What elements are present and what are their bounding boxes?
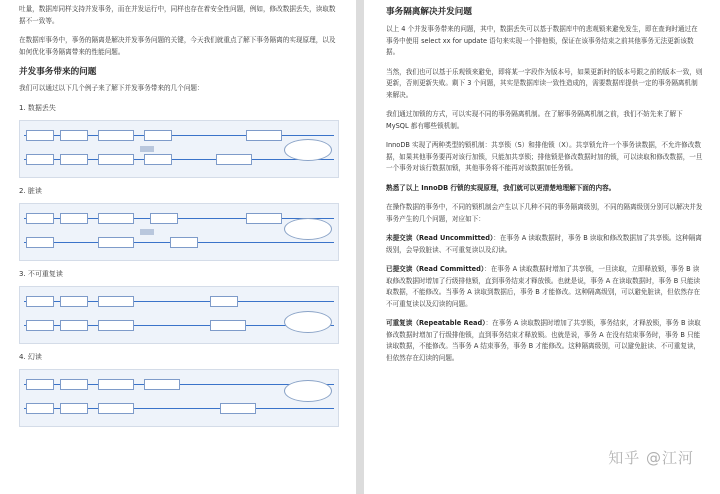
read-uncommitted-term: 未提交读（Read Uncommitted） <box>386 234 494 242</box>
example-label-lost-update: 1. 数据丢失 <box>19 103 56 112</box>
repeatable-read-text: ：在事务 A 读取数据时增加了共享锁，事务结束，才释放锁，事务 B 读取修改数据时增加了行级排他锁，直到事务结束才释放锁。也就是说，事务 A 在没有结束事务时，事务 B 只能读取数据，不能修改。当事务 A 结束事务，事务 B 才能修改。这种隔离级别，可以避免脏读、不可重复读，但依然存在幻读的问题。 <box>386 319 701 362</box>
zhihu-watermark: 知乎 @江河 <box>608 449 694 467</box>
diagram-phantom-read <box>19 369 339 427</box>
repeatable-read-paragraph <box>386 318 704 364</box>
isolation-paragraph-4: InnoDB 实现了两种类型的锁机制：共享锁（S）和排他锁（X）。共享锁允许一个事务读数据，不允许修改数据，如果其他事务要再对该行加锁，只能加共享锁；排他锁是修改数据时加的锁，可以读取和修改数据，一旦一个事务对该行数据加锁，其他事务将不能再对该数据加任务锁。 <box>386 141 703 172</box>
isolation-paragraph-2: 当然，我们也可以基于乐观锁来避免，即将某一字段作为版本号，如果更新时的版本号跟之前的版本一致，则更新，否则更新失败。剩下 3 个问题，其实是数据库读一致性造成的，需要数据库提供一定的事务隔离机制来解决。 <box>386 67 703 99</box>
repeatable-read-term: 可重复读（Repeatable Read） <box>386 319 486 327</box>
left-page <box>0 0 356 494</box>
read-committed-paragraph <box>386 264 704 310</box>
isolation-paragraph-3: 我们通过加锁的方式，可以实现不同的事务隔离机制。在了解事务隔离机制之前，我们不妨先来了解下 MySQL 都有哪些锁机制。 <box>386 110 683 130</box>
intro-paragraph-1: 吐量，数据库同样支持并发事务，而在并发运行中，同样也存在着安全性问题，例如，修改数据丢失，读取数据不一致等。 <box>19 5 336 25</box>
diagram-non-repeatable-read <box>19 286 339 344</box>
isolation-paragraph-6: 在操作数据的事务中，不同的锁机制会产生以下几种不同的事务隔离级别，不同的隔离级别分别可以解决并发事务产生的几个问题，对应如下： <box>386 203 703 223</box>
right-page <box>364 0 720 494</box>
example-label-phantom-read: 4. 幻读 <box>19 352 42 361</box>
diagram-lost-update <box>19 120 339 178</box>
section-intro: 我们可以通过以下几个例子来了解下并发事务带来的几个问题： <box>19 84 204 92</box>
isolation-paragraph-5: 熟悉了以上 InnoDB 行锁的实现原理，我们就可以更清楚地理解下面的内容。 <box>386 183 616 192</box>
example-label-non-repeatable-read: 3. 不可重复读 <box>19 269 63 278</box>
intro-paragraph-2: 在数据库事务中，事务的隔离是解决并发事务问题的关键，今天我们就重点了解下事务隔离的实现原理，以及如何优化事务隔离带来的性能问题。 <box>19 36 336 56</box>
page-gutter <box>356 0 364 494</box>
diagram-dirty-read <box>19 203 339 261</box>
section-title-isolation: 事务隔离解决并发问题 <box>386 7 472 17</box>
read-uncommitted-paragraph <box>386 233 704 256</box>
example-label-dirty-read: 2. 脏读 <box>19 186 42 195</box>
section-title-concurrency-problems: 并发事务带来的问题 <box>19 67 97 77</box>
read-committed-term: 已提交读（Read Committed） <box>386 265 485 273</box>
isolation-paragraph-1: 以上 4 个并发事务带来的问题，其中，数据丢失可以基于数据库中的悲观锁来避免发生，即在查询时通过在事务中使用 select xx for update 语句来实现一个排他锁，保证在该事务结束之前其他事务无法更新该数据。 <box>386 25 698 56</box>
read-uncommitted-text: ：在事务 A 读取数据时，事务 B 读取和修改数据加了共享锁。这种隔离级别，会导致脏读、不可重复读以及幻读。 <box>386 234 702 254</box>
read-committed-text: ：在事务 A 读取数据时增加了共享锁，一旦读取，立即释放锁，事务 B 读取修改数据时增加了行级排他锁，直到事务结束才释放锁。也就是说，事务 A 在读取数据时，事务 B 只能读取数据，不能修改。当事务 A 读取到数据后，事务 B 才能修改。这种隔离级别，可以避免脏读，但依然存在不可重复读以及幻读的问题。 <box>386 265 701 308</box>
